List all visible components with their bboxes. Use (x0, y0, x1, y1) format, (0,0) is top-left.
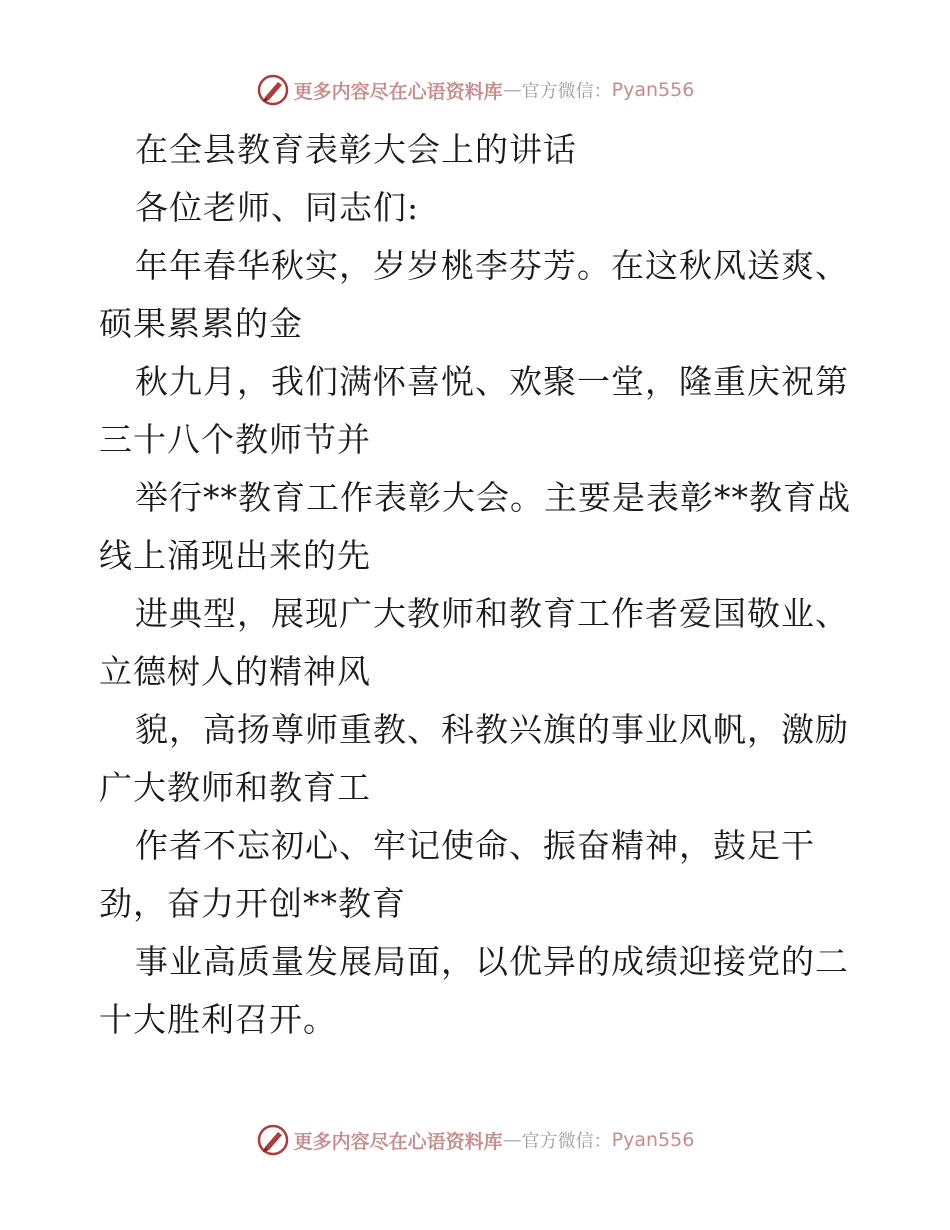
paragraph-line: 举行**教育工作表彰大会。主要是表彰**教育战 (135, 478, 851, 517)
paragraph-line: 线上涌现出来的先 (99, 536, 371, 575)
paragraph-line: 秋九月，我们满怀喜悦、欢聚一堂，隆重庆祝第 (135, 362, 849, 401)
footer-banner (0, 1120, 950, 1160)
header-banner (0, 70, 950, 110)
paragraph-line: 貌，高扬尊师重教、科教兴旗的事业风帆，激励 (135, 710, 849, 749)
document-body (99, 121, 859, 1049)
banner-wechat-id: Pyan556 (611, 1129, 695, 1151)
paragraph-line: 硕果累累的金 (99, 304, 303, 343)
banner-separator: — (502, 79, 522, 101)
paragraph-line: 进典型，展现广大教师和教育工作者爱国敬业、 (135, 594, 849, 633)
banner-label: 官方微信： (521, 1131, 612, 1152)
paragraph-line: 广大教师和教育工 (99, 768, 371, 807)
paragraph-line: 劲，奋力开创**教育 (99, 884, 406, 923)
pen-logo-icon (256, 73, 290, 107)
document-title: 在全县教育表彰大会上的讲话 (135, 130, 577, 169)
pen-logo-icon (256, 1123, 290, 1157)
paragraph-line: 十大胜利召开。 (99, 1000, 337, 1039)
salutation: 各位老师、同志们: (135, 188, 420, 227)
paragraph-line: 作者不忘初心、牢记使命、振奋精神，鼓足干 (135, 826, 815, 865)
paragraph-line: 事业高质量发展局面，以优异的成绩迎接党的二 (135, 942, 849, 981)
banner-text: 更多内容尽在心语资料库 (293, 80, 503, 103)
banner-label: 官方微信： (521, 81, 612, 102)
banner-wechat-id: Pyan556 (611, 79, 695, 101)
banner-separator: — (502, 1129, 522, 1151)
banner-text: 更多内容尽在心语资料库 (293, 1130, 503, 1153)
paragraph-line: 年年春华秋实，岁岁桃李芬芳。在这秋风送爽、 (135, 246, 849, 285)
paragraph-line: 立德树人的精神风 (99, 652, 371, 691)
paragraph-line: 三十八个教师节并 (99, 420, 371, 459)
